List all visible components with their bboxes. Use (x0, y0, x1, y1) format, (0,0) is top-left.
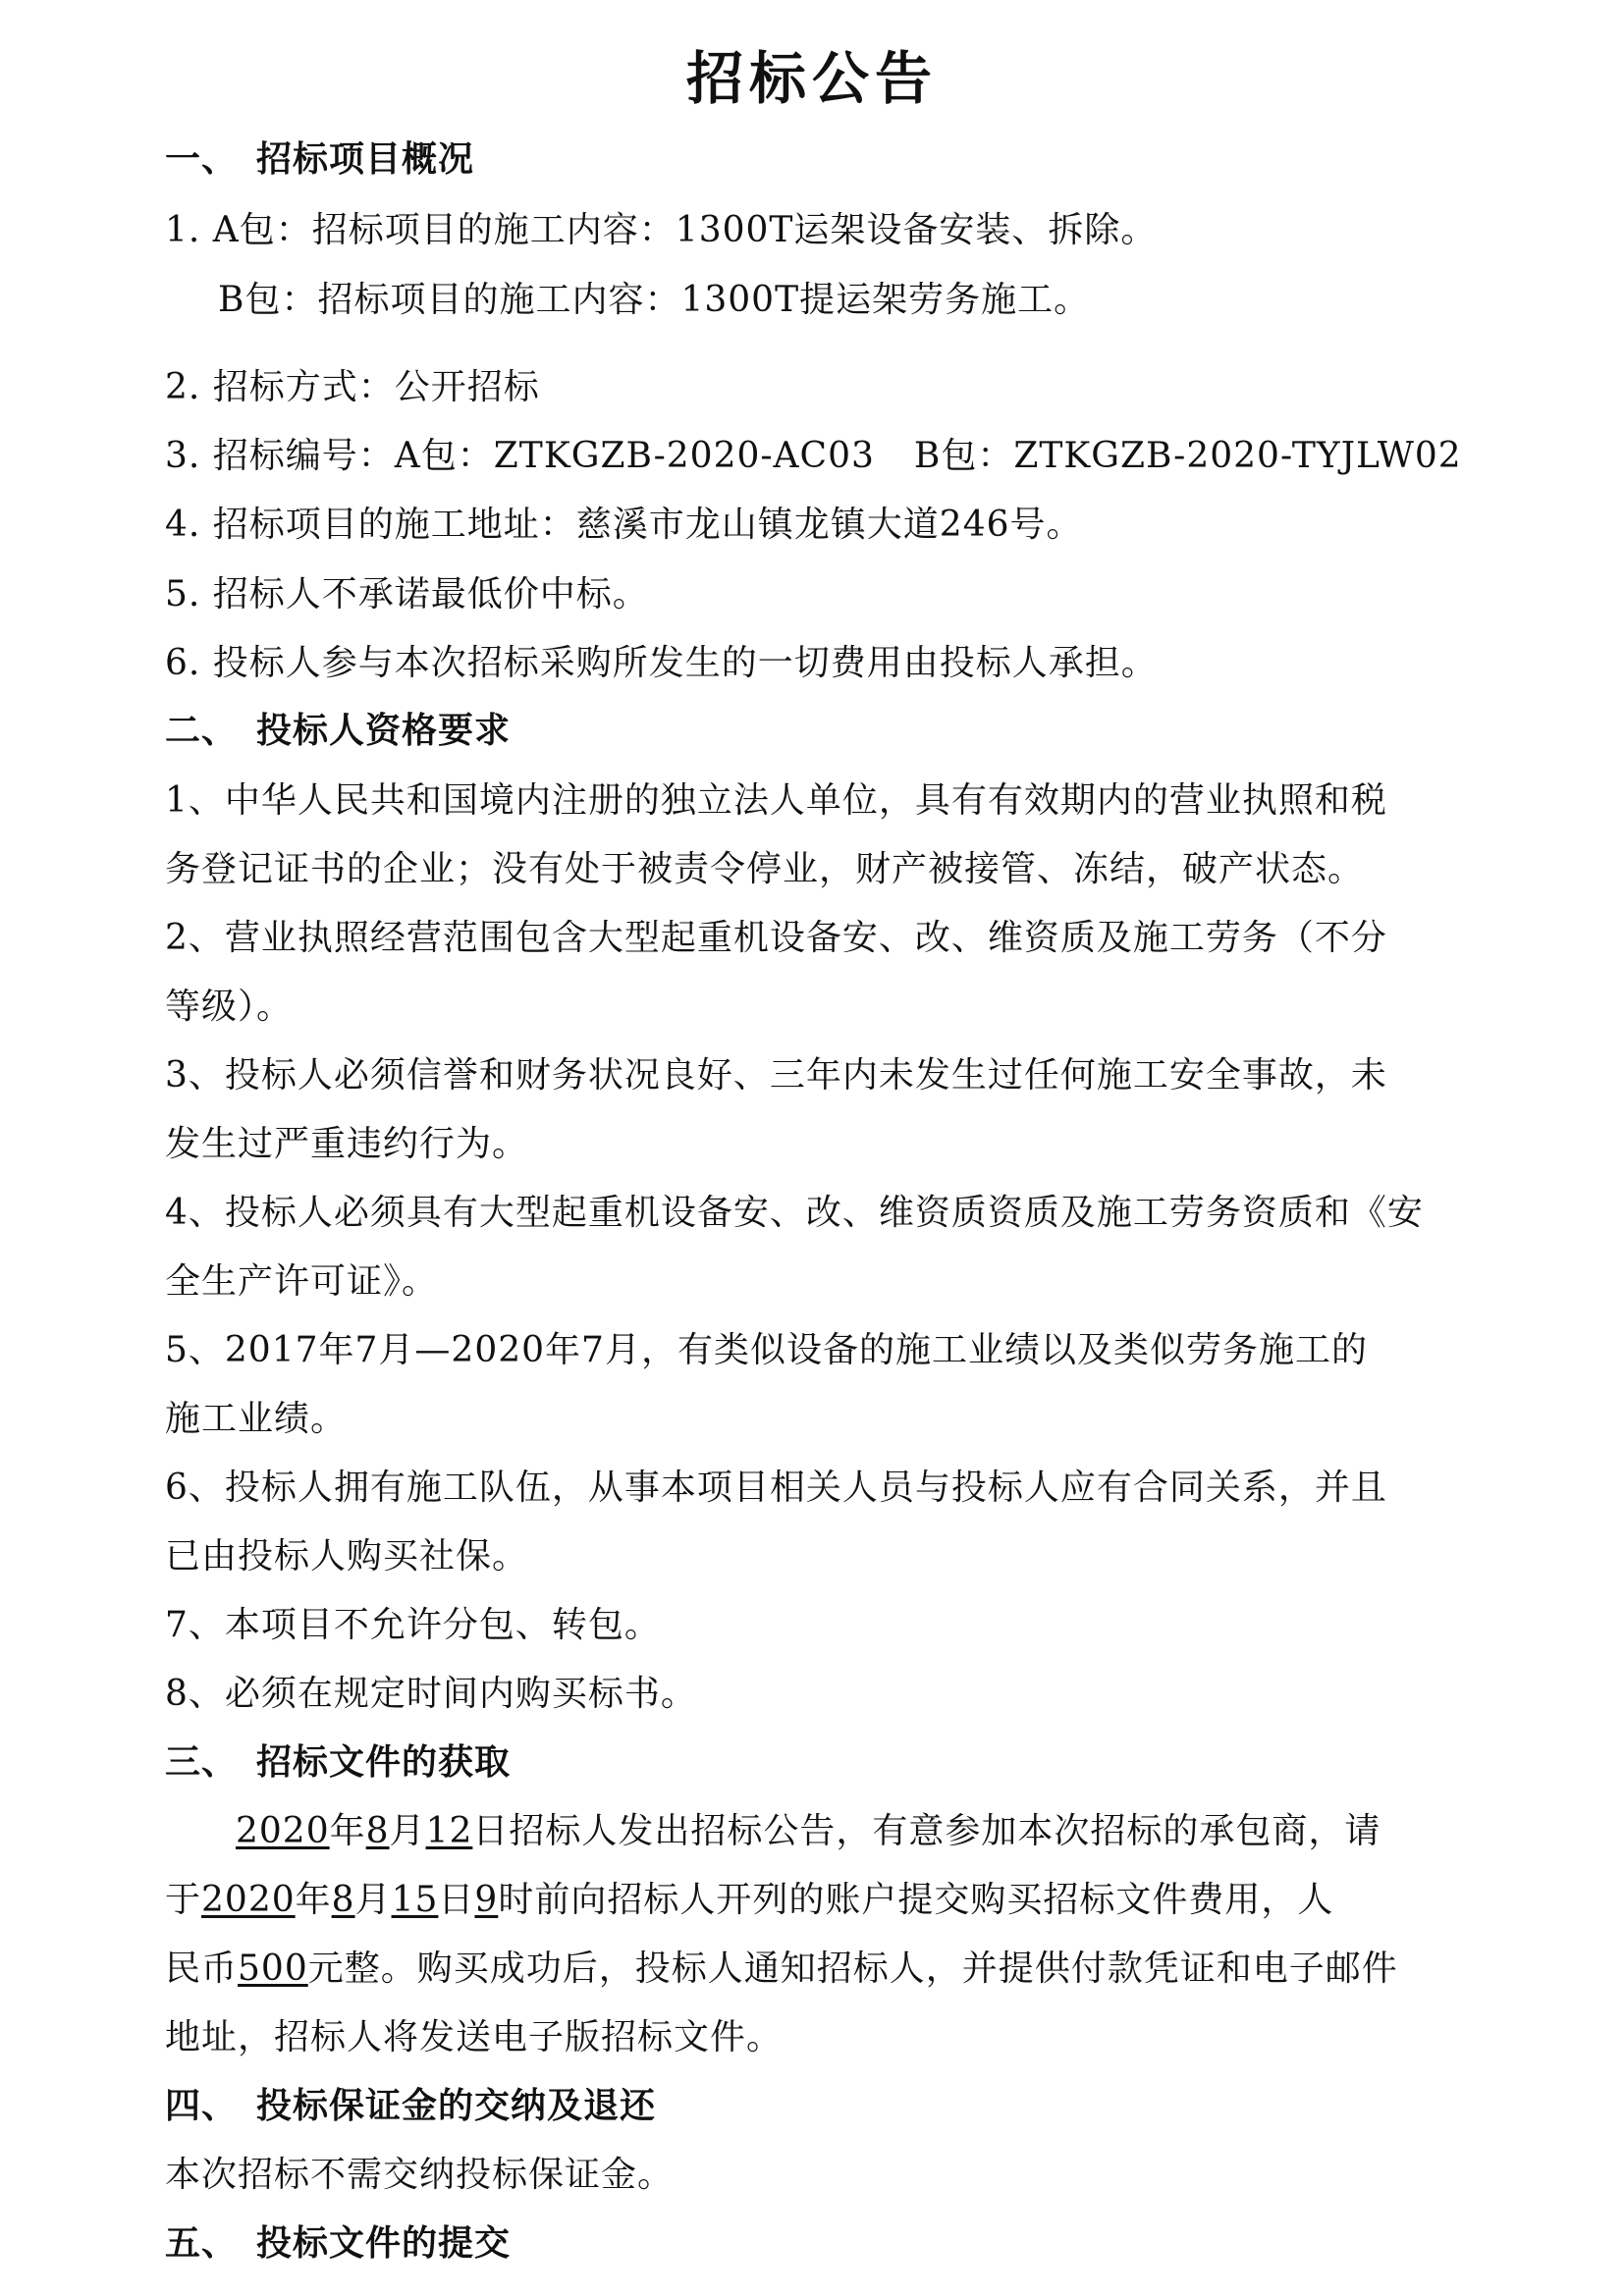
s3-para-line-3: 民币500元整。购买成功后，投标人通知招标人，并提供付款凭证和电子邮件 (165, 1949, 1398, 1989)
issue-month: 8 (365, 1811, 390, 1851)
section-2-heading: 二、 投标人资格要求 (165, 711, 512, 751)
s2-req-4-line-1: 4、投标人必须具有大型起重机设备安、改、维资质资质及施工劳务资质和《安 (165, 1193, 1424, 1233)
s3-para-line-4: 地址，招标人将发送电子版招标文件。 (165, 2017, 784, 2057)
s2-req-2-line-1: 2、营业执照经营范围包含大型起重机设备安、改、维资质及施工劳务（不分 (165, 918, 1387, 958)
s1-item-3 (165, 432, 1462, 481)
s3-para-line-1: 2020年8月12日招标人发出招标公告，有意参加本次招标的承包商，请 (236, 1811, 1381, 1851)
s2-req-1-line-2: 务登记证书的企业；没有处于被责令停业，财产被接管、冻结，破产状态。 (165, 849, 1365, 889)
deadline-day: 15 (391, 1880, 439, 1920)
page-title: 招标公告 (685, 45, 938, 112)
s2-req-3-line-1: 3、投标人必须信誉和财务状况良好、三年内未发生过任何施工安全事故，未 (165, 1055, 1387, 1095)
s2-req-4-line-2: 全生产许可证》。 (165, 1261, 439, 1302)
deadline-hour: 9 (474, 1880, 499, 1920)
section-5-heading: 五、 投标文件的提交 (165, 2223, 512, 2264)
s1-item-3-a: 3. 招标编号：A包：ZTKGZB-2020-AC03 (165, 436, 875, 476)
s2-req-1-line-1: 1、中华人民共和国境内注册的独立法人单位，具有有效期内的营业执照和税 (165, 780, 1387, 821)
s2-req-3-line-2: 发生过严重违约行为。 (165, 1124, 529, 1164)
deadline-year: 2020 (201, 1880, 296, 1920)
s2-req-6-line-2: 已由投标人购买社保。 (165, 1536, 529, 1576)
s2-req-5-line-2: 施工业绩。 (165, 1399, 348, 1439)
s2-req-6-line-1: 6、投标人拥有施工队伍，从事本项目相关人员与投标人应有合同关系，并且 (165, 1468, 1387, 1508)
s1-item-6: 6. 投标人参与本次招标采购所发生的一切费用由投标人承担。 (165, 643, 1158, 683)
s1-item-1-a: 1. A包：招标项目的施工内容：1300T运架设备安装、拆除。 (165, 210, 1158, 250)
section-4-heading: 四、 投标保证金的交纳及退还 (165, 2086, 657, 2126)
s4-para: 本次招标不需交纳投标保证金。 (165, 2155, 675, 2195)
s1-item-2: 2. 招标方式：公开招标 (165, 367, 540, 407)
s2-req-5-line-1: 5、2017年7月—2020年7月，有类似设备的施工业绩以及类似劳务施工的 (165, 1330, 1368, 1370)
s1-item-5: 5. 招标人不承诺最低价中标。 (165, 574, 649, 614)
s2-req-7: 7、本项目不允许分包、转包。 (165, 1605, 661, 1645)
s1-item-4: 4. 招标项目的施工地址：慈溪市龙山镇龙镇大道246号。 (165, 505, 1083, 545)
section-1-heading: 一、 招标项目概况 (165, 139, 475, 180)
deadline-month: 8 (331, 1880, 355, 1920)
s2-req-8: 8、必须在规定时间内购买标书。 (165, 1674, 697, 1714)
s1-item-1-b: B包：招标项目的施工内容：1300T提运架劳务施工。 (218, 280, 1091, 320)
section-3-heading: 三、 招标文件的获取 (165, 1742, 512, 1783)
s3-para-line-2: 于2020年8月15日9时前向招标人开列的账户提交购买招标文件费用，人 (165, 1880, 1334, 1920)
issue-year: 2020 (236, 1811, 330, 1851)
s1-item-3-b: B包：ZTKGZB-2020-TYJLW02 (913, 436, 1462, 476)
issue-day: 12 (425, 1811, 473, 1851)
fee-amount: 500 (238, 1949, 308, 1989)
s2-req-2-line-2: 等级）。 (165, 987, 294, 1027)
